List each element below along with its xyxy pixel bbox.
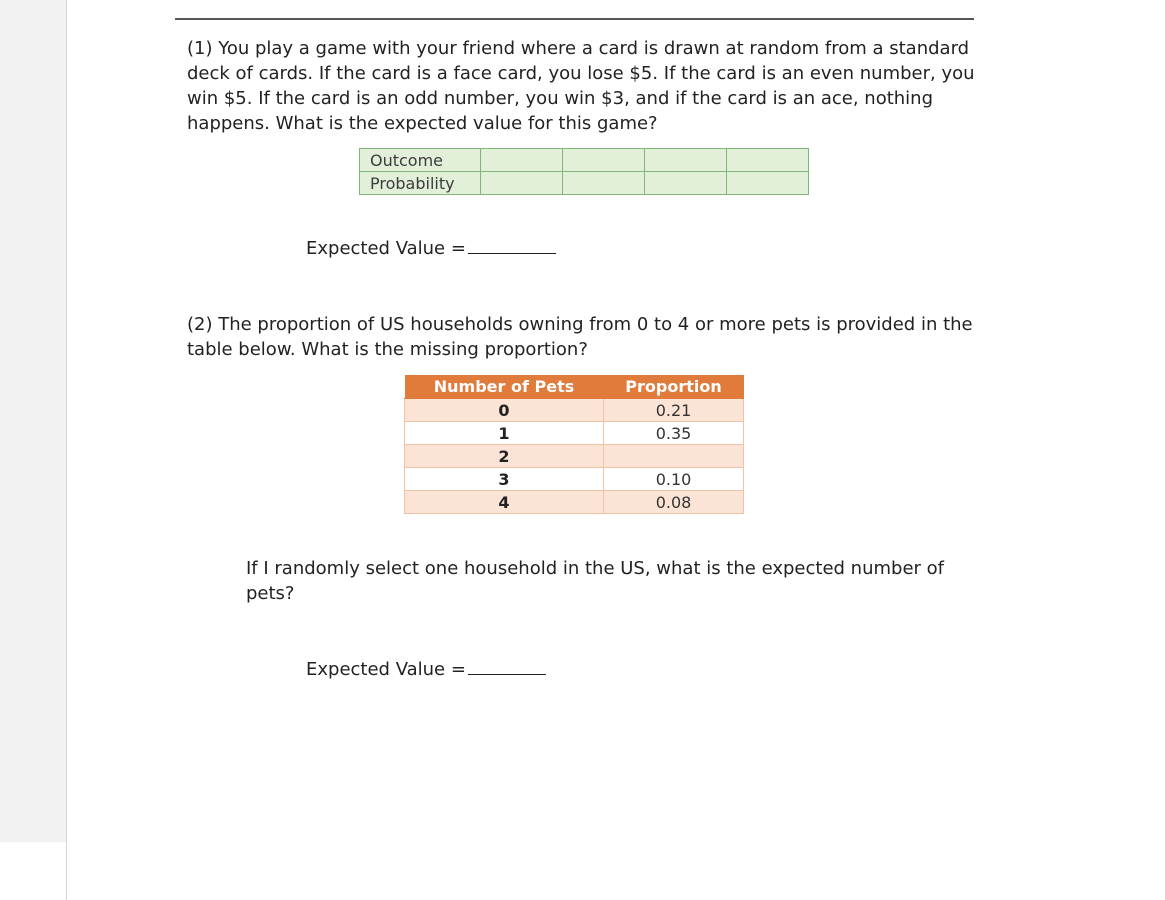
probability-cell[interactable]: [481, 172, 563, 195]
expected-value-1: [306, 237, 556, 261]
expected-value-1-label: Expected Value =: [306, 238, 466, 259]
expected-value-2-blank[interactable]: [468, 660, 546, 675]
outcome-probability-table: [359, 148, 809, 195]
problem-2-text: (2) The proportion of US households owning from 0 to 4 or more pets is provided in the table below. What is the missing proportion?: [187, 314, 973, 360]
outcome-cell[interactable]: [481, 149, 563, 172]
outcome-row: [360, 149, 809, 172]
pets-count: 2: [405, 445, 604, 468]
pets-count: 1: [405, 422, 604, 445]
expected-value-1-blank[interactable]: [468, 239, 556, 254]
probability-cell[interactable]: [645, 172, 727, 195]
probability-cell[interactable]: [727, 172, 809, 195]
table-row: [405, 445, 744, 468]
probability-cell[interactable]: [563, 172, 645, 195]
outcome-cell[interactable]: [563, 149, 645, 172]
pets-table-header: [405, 375, 744, 399]
probability-label: Probability: [360, 172, 481, 195]
table-row: [405, 399, 744, 422]
header-proportion: Proportion: [604, 375, 744, 399]
missing-proportion[interactable]: [604, 445, 744, 468]
outcome-cell[interactable]: [645, 149, 727, 172]
table-row: [405, 422, 744, 445]
expected-value-2: [306, 658, 546, 682]
problem-1-text: (1) You play a game with your friend where a card is drawn at random from a standard deck of cards. If the card is a face card, you lose $5. If the card is an even number, you win $5. If the card is an odd number, you win $3, and if the card is an ace, nothing happens. What is the expected value for this game?: [187, 38, 975, 134]
pets-count: 3: [405, 468, 604, 491]
header-number-of-pets: Number of Pets: [405, 375, 604, 399]
expected-value-2-label: Expected Value =: [306, 659, 466, 680]
pets-proportion: 0.21: [604, 399, 744, 422]
top-divider: [175, 18, 974, 20]
page-margin: [0, 842, 66, 900]
pets-proportion: 0.35: [604, 422, 744, 445]
pets-proportion: 0.08: [604, 491, 744, 514]
pets-count: 4: [405, 491, 604, 514]
table-row: [405, 468, 744, 491]
probability-row: [360, 172, 809, 195]
problem-2-followup: If I randomly select one household in the US, what is the expected number of pets?: [246, 558, 945, 604]
outcome-label: Outcome: [360, 149, 481, 172]
pets-proportion-table: [404, 375, 744, 514]
outcome-cell[interactable]: [727, 149, 809, 172]
pets-proportion: 0.10: [604, 468, 744, 491]
table-row: [405, 491, 744, 514]
pets-count: 0: [405, 399, 604, 422]
